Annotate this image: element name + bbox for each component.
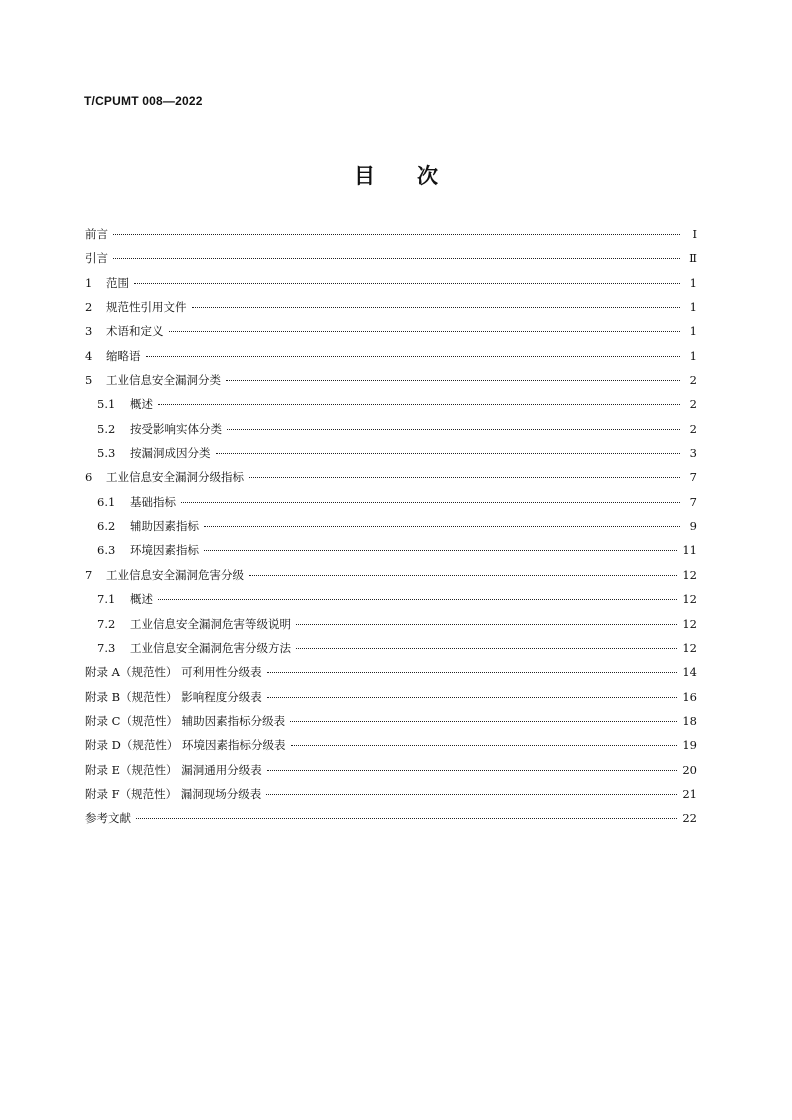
toc-leader-dots: [249, 477, 680, 478]
toc-entry-number: 5: [85, 373, 93, 388]
toc-entry[interactable]: [85, 421, 697, 445]
toc-entry[interactable]: [85, 372, 697, 396]
toc-entry[interactable]: [85, 250, 697, 274]
toc-entry-label: 工业信息安全漏洞危害等级说明: [130, 616, 291, 631]
toc-entry-page: 1: [689, 324, 697, 339]
toc-entry-page: 12: [682, 567, 697, 582]
toc-entry-page: 9: [689, 519, 697, 534]
toc-entry[interactable]: [85, 810, 697, 834]
toc-leader-dots: [158, 404, 680, 405]
toc-leader-dots: [290, 721, 677, 722]
toc-entry-page: 14: [682, 665, 697, 680]
toc-entry[interactable]: [85, 494, 697, 518]
toc-entry-number: 1: [85, 275, 93, 290]
toc-entry-label: 基础指标: [130, 494, 176, 509]
toc-leader-dots: [267, 672, 678, 673]
toc-entry-label: 工业信息安全漏洞危害分级: [106, 567, 244, 582]
toc-entry-page: Ⅰ: [692, 227, 697, 241]
toc-entry[interactable]: [85, 542, 697, 566]
toc-entry-page: 12: [682, 640, 697, 655]
toc-entry-page: 19: [682, 738, 697, 753]
toc-entry[interactable]: [85, 664, 697, 688]
toc-entry-label: 概述: [130, 592, 153, 607]
toc-entry[interactable]: [85, 640, 697, 664]
toc-entry-page: 21: [682, 786, 697, 801]
toc-entry-number: 4: [85, 348, 93, 363]
toc-leader-dots: [169, 331, 681, 332]
toc-entry[interactable]: [85, 713, 697, 737]
toc-entry-label: 附录 A（规范性） 可利用性分级表: [85, 665, 262, 680]
toc-entry-number: 7.3: [97, 640, 116, 655]
toc-entry-label: 工业信息安全漏洞危害分级方法: [130, 640, 291, 655]
toc-entry-label: 附录 F（规范性） 漏洞现场分级表: [85, 786, 262, 801]
toc-entry-label: 术语和定义: [106, 324, 164, 339]
toc-entry-page: Ⅱ: [689, 251, 697, 266]
toc-entry-number: 3: [85, 324, 93, 339]
toc-entry-label: 工业信息安全漏洞分级指标: [106, 470, 244, 485]
toc-leader-dots: [158, 599, 677, 600]
toc-entry-number: 6.2: [97, 519, 116, 534]
toc-leader-dots: [136, 818, 677, 819]
toc-leader-dots: [204, 526, 680, 527]
toc-leader-dots: [267, 697, 678, 698]
toc-entry-label: 前言: [85, 227, 108, 241]
toc-entry[interactable]: [85, 518, 697, 542]
toc-entry-label: 附录 C（规范性） 辅助因素指标分级表: [85, 713, 286, 728]
toc-entry-number: 2: [85, 300, 93, 315]
toc-entry-number: 6: [85, 470, 93, 485]
toc-entry-page: 12: [682, 592, 697, 607]
toc-leader-dots: [227, 429, 680, 430]
toc-leader-dots: [267, 770, 678, 771]
toc-entry-label: 辅助因素指标: [130, 519, 199, 534]
toc-leader-dots: [113, 258, 680, 259]
toc-leader-dots: [226, 380, 680, 381]
toc-leader-dots: [192, 307, 681, 308]
toc-entry-number: 5.1: [97, 397, 116, 412]
toc-title-char-2: 次: [417, 164, 438, 188]
toc-entry[interactable]: [85, 469, 697, 493]
toc-entry-number: 7: [85, 567, 93, 582]
toc-entry-page: 16: [682, 689, 697, 704]
toc-entry-label: 概述: [130, 397, 153, 412]
toc-entry-page: 1: [689, 275, 697, 290]
toc-entry[interactable]: [85, 567, 697, 591]
toc-entry-label: 工业信息安全漏洞分类: [106, 373, 221, 388]
toc-entry-page: 1: [689, 300, 697, 315]
toc-leader-dots: [113, 234, 680, 235]
toc-entry-label: 附录 D（规范性） 环境因素指标分级表: [85, 738, 286, 753]
toc-leader-dots: [146, 356, 681, 357]
toc-entry[interactable]: [85, 689, 697, 713]
toc-entry-page: 7: [689, 494, 697, 509]
toc-leader-dots: [134, 283, 680, 284]
toc-entry-number: 6.3: [97, 543, 116, 558]
toc-entry-page: 18: [682, 713, 697, 728]
toc-leader-dots: [296, 648, 677, 649]
toc-entry[interactable]: [85, 226, 697, 250]
toc-entry-page: 12: [682, 616, 697, 631]
toc-entry-number: 5.2: [97, 421, 116, 436]
toc-entry-label: 环境因素指标: [130, 543, 199, 558]
toc-entry[interactable]: [85, 275, 697, 299]
toc-entry-page: 22: [682, 811, 697, 826]
toc-entry[interactable]: [85, 323, 697, 347]
toc-entry-number: 7.1: [97, 592, 116, 607]
toc-entry-page: 2: [689, 421, 697, 436]
toc-title-char-1: 目: [354, 164, 375, 188]
toc-leader-dots: [181, 502, 680, 503]
toc-leader-dots: [296, 624, 677, 625]
document-code: T/CPUMT 008—2022: [84, 94, 203, 108]
toc-entry-label: 按漏洞成因分类: [130, 446, 211, 461]
toc-entry-number: 7.2: [97, 616, 116, 631]
toc-entry-page: 2: [689, 373, 697, 388]
toc-entry-label: 引言: [85, 251, 108, 266]
toc-entry-number: 6.1: [97, 494, 116, 509]
toc-leader-dots: [266, 794, 677, 795]
toc-entry-page: 7: [689, 470, 697, 485]
toc-entry-page: 20: [682, 762, 697, 777]
toc-entry-number: 5.3: [97, 446, 116, 461]
toc-entry[interactable]: [85, 737, 697, 761]
toc-entry-label: 按受影响实体分类: [130, 421, 222, 436]
toc-entry-label: 参考文献: [85, 811, 131, 826]
toc-entry-label: 附录 B（规范性） 影响程度分级表: [85, 689, 262, 704]
toc-entry-page: 3: [689, 446, 697, 461]
toc-leader-dots: [249, 575, 677, 576]
toc-entry-page: 1: [689, 348, 697, 363]
toc-entry[interactable]: [85, 396, 697, 420]
toc-title: [0, 160, 792, 190]
toc-entry[interactable]: [85, 445, 697, 469]
toc-leader-dots: [216, 453, 681, 454]
table-of-contents: [85, 226, 697, 835]
toc-entry[interactable]: [85, 786, 697, 810]
toc-entry[interactable]: [85, 299, 697, 323]
toc-entry[interactable]: [85, 591, 697, 615]
toc-entry[interactable]: [85, 762, 697, 786]
toc-entry-label: 附录 E（规范性） 漏洞通用分级表: [85, 762, 262, 777]
toc-leader-dots: [291, 745, 678, 746]
toc-entry-page: 11: [682, 543, 697, 558]
toc-entry[interactable]: [85, 348, 697, 372]
toc-entry-label: 缩略语: [106, 348, 141, 363]
toc-entry-label: 规范性引用文件: [106, 300, 187, 315]
toc-leader-dots: [204, 550, 677, 551]
toc-entry-label: 范围: [106, 275, 129, 290]
toc-entry-page: 2: [689, 397, 697, 412]
toc-entry[interactable]: [85, 616, 697, 640]
